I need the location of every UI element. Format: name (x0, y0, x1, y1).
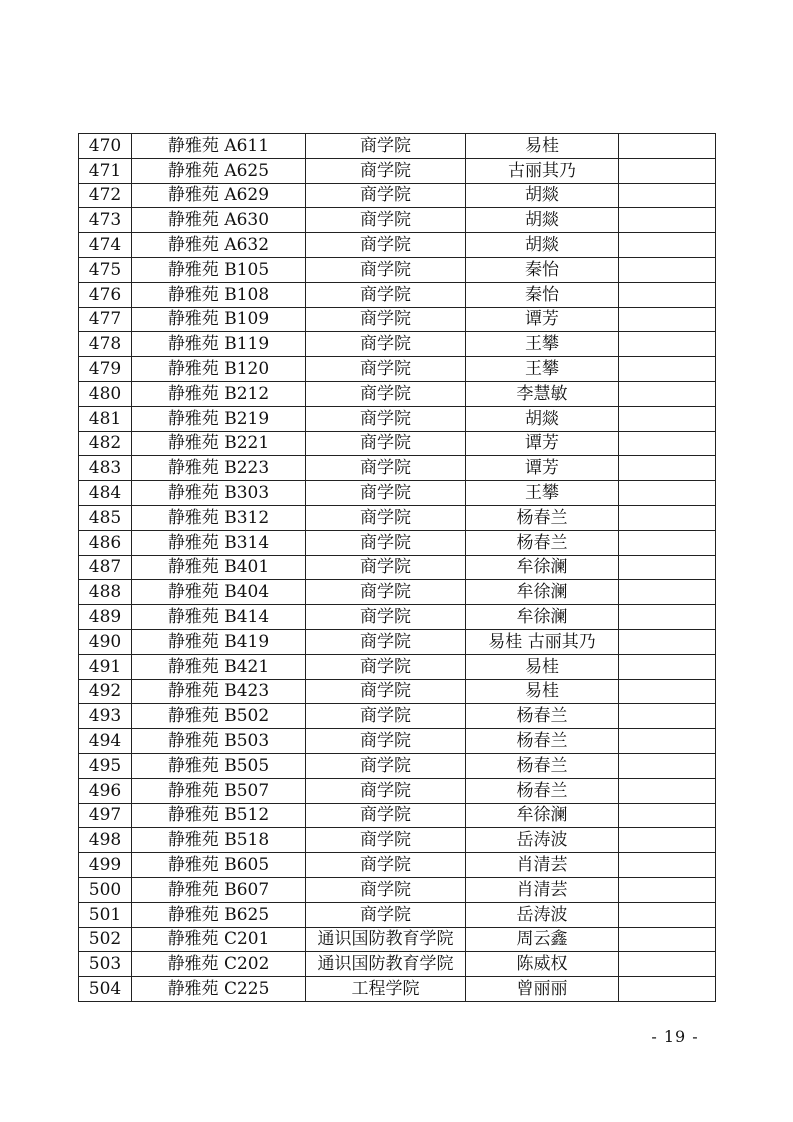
row-number-cell: 492 (79, 679, 132, 704)
department-cell: 商学院 (306, 580, 466, 605)
note-cell (619, 282, 716, 307)
department-cell: 商学院 (306, 530, 466, 555)
department-cell: 商学院 (306, 753, 466, 778)
room-cell: 静雅苑 B505 (132, 753, 306, 778)
room-cell: 静雅苑 B605 (132, 853, 306, 878)
table-row (79, 381, 716, 406)
note-cell (619, 977, 716, 1002)
row-number-cell: 490 (79, 629, 132, 654)
row-number-cell: 503 (79, 952, 132, 977)
row-number-cell: 472 (79, 183, 132, 208)
row-number-cell: 502 (79, 927, 132, 952)
table-row (79, 208, 716, 233)
table-row (79, 134, 716, 159)
room-cell: 静雅苑 C201 (132, 927, 306, 952)
table-row (79, 431, 716, 456)
row-number-cell: 473 (79, 208, 132, 233)
table-row (79, 803, 716, 828)
contact-person-cell: 陈威权 (466, 952, 619, 977)
note-cell (619, 456, 716, 481)
room-cell: 静雅苑 B303 (132, 481, 306, 506)
contact-person-cell: 秦怡 (466, 282, 619, 307)
table-row (79, 679, 716, 704)
room-cell: 静雅苑 B221 (132, 431, 306, 456)
department-cell: 商学院 (306, 605, 466, 630)
note-cell (619, 431, 716, 456)
row-number-cell: 491 (79, 654, 132, 679)
department-cell: 商学院 (306, 282, 466, 307)
note-cell (619, 158, 716, 183)
row-number-cell: 498 (79, 828, 132, 853)
contact-person-cell: 胡燚 (466, 183, 619, 208)
department-cell: 商学院 (306, 233, 466, 258)
contact-person-cell: 胡燚 (466, 208, 619, 233)
note-cell (619, 828, 716, 853)
contact-person-cell: 杨春兰 (466, 778, 619, 803)
note-cell (619, 381, 716, 406)
note-cell (619, 580, 716, 605)
row-number-cell: 500 (79, 877, 132, 902)
note-cell (619, 902, 716, 927)
note-cell (619, 605, 716, 630)
room-cell: 静雅苑 A632 (132, 233, 306, 258)
contact-person-cell: 周云鑫 (466, 927, 619, 952)
table-row (79, 877, 716, 902)
room-cell: 静雅苑 B120 (132, 357, 306, 382)
room-cell: 静雅苑 B419 (132, 629, 306, 654)
department-cell: 通识国防教育学院 (306, 927, 466, 952)
room-cell: 静雅苑 B314 (132, 530, 306, 555)
room-cell: 静雅苑 B503 (132, 729, 306, 754)
table-row (79, 406, 716, 431)
room-cell: 静雅苑 B607 (132, 877, 306, 902)
contact-person-cell: 易桂 (466, 679, 619, 704)
table-row (79, 332, 716, 357)
department-cell: 商学院 (306, 778, 466, 803)
contact-person-cell: 谭芳 (466, 307, 619, 332)
note-cell (619, 704, 716, 729)
row-number-cell: 487 (79, 555, 132, 580)
room-cell: 静雅苑 B512 (132, 803, 306, 828)
department-cell: 商学院 (306, 332, 466, 357)
table-row (79, 233, 716, 258)
contact-person-cell: 杨春兰 (466, 729, 619, 754)
room-cell: 静雅苑 B219 (132, 406, 306, 431)
table-body (79, 134, 716, 1002)
department-cell: 商学院 (306, 555, 466, 580)
note-cell (619, 803, 716, 828)
contact-person-cell: 易桂 (466, 654, 619, 679)
table-row (79, 158, 716, 183)
room-cell: 静雅苑 B414 (132, 605, 306, 630)
contact-person-cell: 易桂 古丽其乃 (466, 629, 619, 654)
contact-person-cell: 谭芳 (466, 456, 619, 481)
contact-person-cell: 胡燚 (466, 406, 619, 431)
note-cell (619, 555, 716, 580)
note-cell (619, 877, 716, 902)
contact-person-cell: 曾丽丽 (466, 977, 619, 1002)
table-row (79, 257, 716, 282)
table-row (79, 704, 716, 729)
note-cell (619, 654, 716, 679)
department-cell: 商学院 (306, 257, 466, 282)
contact-person-cell: 岳涛波 (466, 828, 619, 853)
row-number-cell: 475 (79, 257, 132, 282)
table-row (79, 977, 716, 1002)
note-cell (619, 208, 716, 233)
department-cell: 商学院 (306, 158, 466, 183)
table-row (79, 729, 716, 754)
table-row (79, 629, 716, 654)
note-cell (619, 729, 716, 754)
note-cell (619, 629, 716, 654)
row-number-cell: 501 (79, 902, 132, 927)
contact-person-cell: 胡燚 (466, 233, 619, 258)
table-row (79, 555, 716, 580)
room-cell: 静雅苑 A630 (132, 208, 306, 233)
contact-person-cell: 王攀 (466, 357, 619, 382)
room-cell: 静雅苑 B502 (132, 704, 306, 729)
table-row (79, 505, 716, 530)
room-cell: 静雅苑 B507 (132, 778, 306, 803)
table-row (79, 530, 716, 555)
row-number-cell: 489 (79, 605, 132, 630)
note-cell (619, 530, 716, 555)
table-row (79, 828, 716, 853)
department-cell: 商学院 (306, 456, 466, 481)
contact-person-cell: 牟徐澜 (466, 605, 619, 630)
note-cell (619, 505, 716, 530)
page-number: - 19 - (651, 1027, 699, 1046)
room-cell: 静雅苑 B421 (132, 654, 306, 679)
row-number-cell: 488 (79, 580, 132, 605)
contact-person-cell: 秦怡 (466, 257, 619, 282)
contact-person-cell: 牟徐澜 (466, 803, 619, 828)
note-cell (619, 778, 716, 803)
note-cell (619, 952, 716, 977)
table-row (79, 654, 716, 679)
department-cell: 商学院 (306, 183, 466, 208)
note-cell (619, 357, 716, 382)
row-number-cell: 497 (79, 803, 132, 828)
department-cell: 商学院 (306, 679, 466, 704)
row-number-cell: 483 (79, 456, 132, 481)
table-row (79, 307, 716, 332)
table-row (79, 580, 716, 605)
department-cell: 商学院 (306, 381, 466, 406)
department-cell: 商学院 (306, 307, 466, 332)
department-cell: 商学院 (306, 654, 466, 679)
table-row (79, 853, 716, 878)
room-cell: 静雅苑 B518 (132, 828, 306, 853)
contact-person-cell: 肖清芸 (466, 853, 619, 878)
room-cell: 静雅苑 B119 (132, 332, 306, 357)
contact-person-cell: 杨春兰 (466, 505, 619, 530)
row-number-cell: 474 (79, 233, 132, 258)
room-cell: 静雅苑 C202 (132, 952, 306, 977)
contact-person-cell: 杨春兰 (466, 530, 619, 555)
room-cell: 静雅苑 B312 (132, 505, 306, 530)
row-number-cell: 480 (79, 381, 132, 406)
row-number-cell: 477 (79, 307, 132, 332)
contact-person-cell: 杨春兰 (466, 753, 619, 778)
row-number-cell: 486 (79, 530, 132, 555)
note-cell (619, 332, 716, 357)
dormitory-roster-table (78, 133, 716, 1002)
room-cell: 静雅苑 A629 (132, 183, 306, 208)
department-cell: 商学院 (306, 729, 466, 754)
note-cell (619, 927, 716, 952)
row-number-cell: 476 (79, 282, 132, 307)
room-cell: 静雅苑 B223 (132, 456, 306, 481)
note-cell (619, 307, 716, 332)
table-row (79, 282, 716, 307)
note-cell (619, 183, 716, 208)
row-number-cell: 504 (79, 977, 132, 1002)
row-number-cell: 481 (79, 406, 132, 431)
table-row (79, 481, 716, 506)
note-cell (619, 233, 716, 258)
department-cell: 商学院 (306, 134, 466, 159)
contact-person-cell: 牟徐澜 (466, 555, 619, 580)
contact-person-cell: 王攀 (466, 332, 619, 357)
table-row (79, 927, 716, 952)
table-row (79, 605, 716, 630)
department-cell: 商学院 (306, 803, 466, 828)
contact-person-cell: 李慧敏 (466, 381, 619, 406)
row-number-cell: 493 (79, 704, 132, 729)
room-cell: 静雅苑 B625 (132, 902, 306, 927)
department-cell: 商学院 (306, 357, 466, 382)
table-row (79, 456, 716, 481)
department-cell: 商学院 (306, 208, 466, 233)
row-number-cell: 482 (79, 431, 132, 456)
table-row (79, 753, 716, 778)
row-number-cell: 495 (79, 753, 132, 778)
department-cell: 商学院 (306, 704, 466, 729)
contact-person-cell: 杨春兰 (466, 704, 619, 729)
room-cell: 静雅苑 A611 (132, 134, 306, 159)
table-row (79, 183, 716, 208)
note-cell (619, 481, 716, 506)
department-cell: 商学院 (306, 505, 466, 530)
room-cell: 静雅苑 B109 (132, 307, 306, 332)
note-cell (619, 257, 716, 282)
room-cell: 静雅苑 A625 (132, 158, 306, 183)
row-number-cell: 484 (79, 481, 132, 506)
row-number-cell: 494 (79, 729, 132, 754)
row-number-cell: 470 (79, 134, 132, 159)
department-cell: 商学院 (306, 828, 466, 853)
department-cell: 通识国防教育学院 (306, 952, 466, 977)
contact-person-cell: 岳涛波 (466, 902, 619, 927)
department-cell: 商学院 (306, 406, 466, 431)
department-cell: 商学院 (306, 431, 466, 456)
table-row (79, 357, 716, 382)
contact-person-cell: 谭芳 (466, 431, 619, 456)
row-number-cell: 499 (79, 853, 132, 878)
row-number-cell: 478 (79, 332, 132, 357)
room-cell: 静雅苑 B108 (132, 282, 306, 307)
room-cell: 静雅苑 B401 (132, 555, 306, 580)
department-cell: 商学院 (306, 629, 466, 654)
row-number-cell: 479 (79, 357, 132, 382)
department-cell: 工程学院 (306, 977, 466, 1002)
contact-person-cell: 王攀 (466, 481, 619, 506)
department-cell: 商学院 (306, 853, 466, 878)
row-number-cell: 471 (79, 158, 132, 183)
contact-person-cell: 古丽其乃 (466, 158, 619, 183)
contact-person-cell: 牟徐澜 (466, 580, 619, 605)
note-cell (619, 753, 716, 778)
note-cell (619, 134, 716, 159)
contact-person-cell: 肖清芸 (466, 877, 619, 902)
note-cell (619, 853, 716, 878)
department-cell: 商学院 (306, 877, 466, 902)
table-row (79, 902, 716, 927)
row-number-cell: 496 (79, 778, 132, 803)
room-cell: 静雅苑 B105 (132, 257, 306, 282)
department-cell: 商学院 (306, 902, 466, 927)
row-number-cell: 485 (79, 505, 132, 530)
room-cell: 静雅苑 B404 (132, 580, 306, 605)
room-cell: 静雅苑 C225 (132, 977, 306, 1002)
table-row (79, 952, 716, 977)
note-cell (619, 406, 716, 431)
room-cell: 静雅苑 B423 (132, 679, 306, 704)
contact-person-cell: 易桂 (466, 134, 619, 159)
room-cell: 静雅苑 B212 (132, 381, 306, 406)
note-cell (619, 679, 716, 704)
department-cell: 商学院 (306, 481, 466, 506)
table-row (79, 778, 716, 803)
